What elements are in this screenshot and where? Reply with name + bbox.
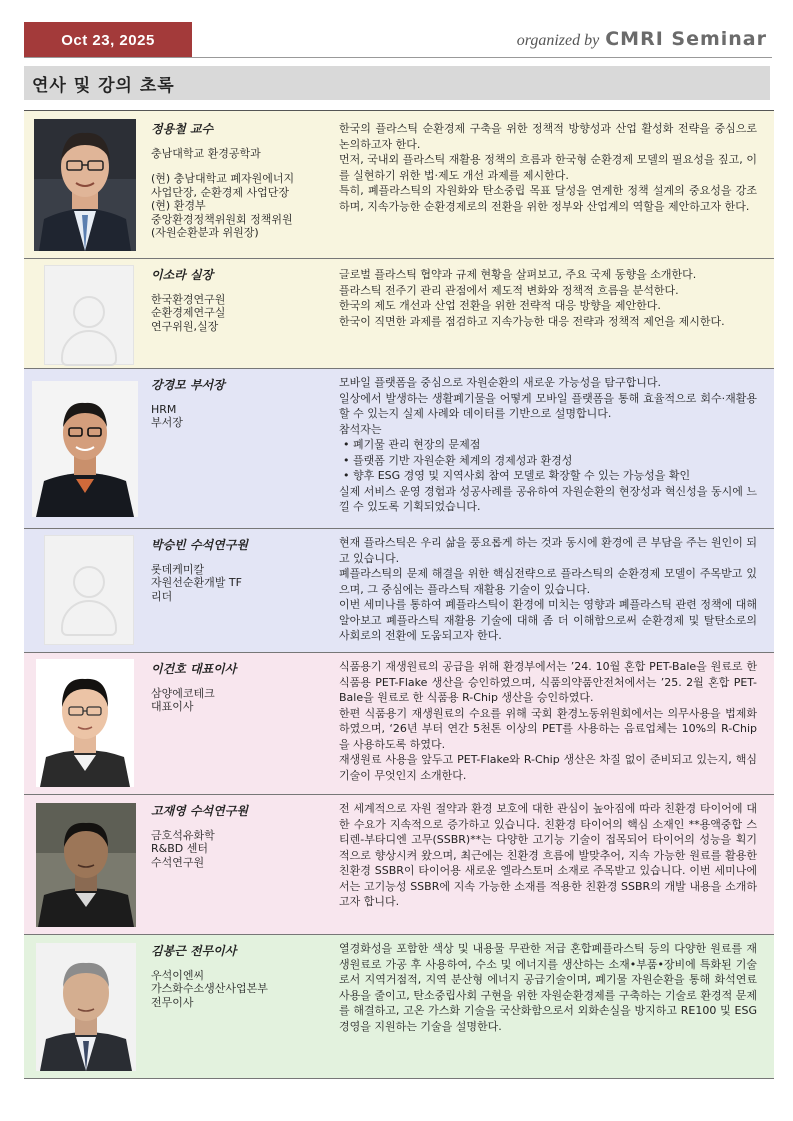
abstract-paragraph: 모바일 플랫폼을 중심으로 자원순환의 새로운 가능성을 탐구합니다. (339, 376, 662, 389)
abstract-paragraph: 열경화성을 포함한 색상 및 내용물 무관한 저급 혼합폐플라스틱 등의 다양한 원료를 재생원료로 가공 후 사용하여, 수소 및 에너지를 생산하는 소재•부품•장비에 특화된 기술로서 지역거점적, 지역 분산형 에너지 공급기술이며, 폐기물 자원순환을 통해 화석연료 사용을 줄이고, 탄소중립사회 구현을 위한 자원순환경제를 구축하는 기술로 환경적 문제를 해결하고, 고온 가스화 기술을 국산화함으로서 외화손실을 방지하고 RE100 및 ESG 경영을 지원하는 기술을 설명한다. (339, 942, 757, 1033)
speaker-abstract (339, 659, 757, 783)
speaker-info (151, 663, 236, 714)
abstract-bullet: • 플랫폼 기반 자원순환 체계의 경제성과 환경성 (343, 453, 573, 467)
abstract-paragraph: 폐플라스틱의 문제 해결을 위한 핵심전략으로 플라스틱의 순환경제 모델이 주목받고 있으며, 그 중심에는 플라스틱 재활용 기술이 있습니다. (339, 567, 757, 596)
abstract-bullet: • 향후 ESG 경영 및 지역사회 참여 모델로 확장할 수 있는 가능성을 확인 (343, 469, 691, 482)
speaker-role: (자원순환분과 위원장) (151, 226, 259, 239)
abstract-paragraph: 현재 플라스틱은 우리 삶을 풍요롭게 하는 것과 동시에 환경에 큰 부담을 주는 원인이 되고 있습니다. (339, 536, 757, 565)
abstract-paragraph: 실제 서비스 운영 경험과 성공사례를 공유하여 자원순환의 현장성과 혁신성을 동시에 느낄 수 있도록 기획되었습니다. (339, 484, 757, 513)
placeholder-avatar-icon (44, 535, 134, 645)
speaker-affiliation: 금호석유화학 (151, 828, 215, 842)
abstract-paragraph: 글로벌 플라스틱 협약과 규제 현황을 살펴보고, 주요 국제 동향을 소개한다. (339, 268, 697, 281)
speaker-abstract (339, 267, 757, 329)
speaker-abstract (339, 801, 757, 910)
speaker-list (24, 110, 774, 1079)
speaker-name: 강경모 부서장 (151, 378, 225, 392)
header-divider (24, 57, 772, 58)
speaker-role: (현) 충남대학교 폐자원에너지 (151, 172, 295, 185)
speaker-name: 박승빈 수석연구원 (151, 538, 248, 552)
speaker-name: 이소라 실장 (151, 268, 214, 282)
speaker-entry (24, 259, 774, 369)
speaker-abstract (339, 375, 757, 515)
speaker-info (151, 123, 294, 240)
organized-by-label: organized by (516, 32, 600, 49)
speaker-affiliation: 자원선순환개발 TF (151, 576, 242, 589)
speaker-entry (24, 935, 774, 1079)
abstract-paragraph: 식품용기 재생원료의 공급을 위해 환경부에서는 ’24. 10월 혼합 PET-Bale을 원료로 한 식품용 PET-Flake 생산을 승인하였으며, 식품의약품안전처에서는 ’25. 2월 혼합 PET-Bale을 원료로 한 식품용 R-Chip 생산을 승인하였다. (339, 660, 757, 704)
placeholder-avatar-icon (44, 265, 134, 365)
speaker-photo (36, 803, 136, 927)
speaker-entry (24, 529, 774, 653)
abstract-paragraph: 먼저, 국내외 플라스틱 재활용 정책의 흐름과 한국형 순환경제 모델의 필요성을 짚고, 이를 실현하기 위한 법·제도 개선 과제를 제시한다. (339, 153, 757, 182)
speaker-name: 고재영 수석연구원 (151, 804, 248, 818)
speaker-role: (현) 환경부 (151, 199, 206, 212)
date-tab (24, 22, 192, 58)
speaker-info (151, 945, 268, 1009)
speaker-photo (36, 943, 136, 1071)
speaker-entry (24, 795, 774, 935)
abstract-paragraph: 한국의 플라스틱 순환경제 구축을 위한 정책적 방향성과 산업 활성화 전략을 중심으로 논의하고자 한다. (339, 122, 757, 151)
speaker-affiliation: 우석이엔씨 (151, 968, 205, 982)
speaker-info (151, 539, 248, 603)
speaker-affiliation: 리더 (151, 589, 173, 603)
speaker-role: 사업단장, 순환경제 사업단장 (151, 185, 290, 199)
speaker-name: 이건호 대표이사 (151, 662, 237, 676)
abstract-paragraph: 전 세계적으로 자원 절약과 환경 보호에 대한 관심이 높아짐에 따라 친환경 타이어에 대한 수요가 지속적으로 증가하고 있습니다. 친환경 타이어의 핵심 소재인 **용액중합 스티렌-부타디엔 고무(SSBR)**는 다양한 고기능 기술이 접목되어 타이어의 성능을 획기적으로 향상시켜 왔으며, 최근에는 친환경 흐름에 발맞추어, 지속 가능한 원료를 활용한 친환경 SSBR이 타이어용 새로운 엘라스토머 소재로 주목받고 있습니다. 이번 세미나에서는 고기능성 SSBR에 지속 가능한 소재를 적용한 친환경 SSBR의 개발 내용을 소개하고자 합니다. (339, 802, 757, 908)
abstract-bullet: • 폐기물 관리 현장의 문제점 (343, 438, 481, 451)
speaker-abstract (339, 121, 757, 214)
speaker-affiliation: 삼양에코테크 (151, 686, 215, 700)
abstract-paragraph: 특히, 폐플라스틱의 자원화와 탄소중립 목표 달성을 연계한 정책 설계의 중요성을 강조하며, 지속가능한 순환경제로의 전환을 위한 정부와 산업계의 역할을 제안하고자 한다. (339, 184, 757, 213)
speaker-affiliation: 한국환경연구원 (151, 292, 226, 306)
speaker-affiliation: 연구위원,실장 (151, 319, 219, 333)
speaker-info (151, 379, 225, 430)
section-title-text: 연사 및 강의 초록 (32, 75, 175, 96)
abstract-paragraph: 한편 식품용기 재생원료의 수요를 위해 국회 환경노동위원회에서는 의무사용을 법제화하였으며, ‘26년 부터 연간 5천톤 이상의 PET를 사용하는 음료업체는 10%의 R-Chip을 사용하도록 하였다. (339, 706, 757, 751)
speaker-info (151, 269, 225, 333)
speaker-affiliation: 수석연구원 (151, 855, 205, 869)
abstract-paragraph: 일상에서 발생하는 생활폐기물을 어떻게 모바일 플랫폼을 통해 효율적으로 회수·재활용할 수 있는지 실제 사례와 데이터를 기반으로 설명합니다. (339, 391, 757, 420)
organizer (517, 28, 767, 50)
speaker-role: 중앙환경정책위원회 정책위원 (151, 212, 293, 226)
speaker-affiliation: 대표이사 (151, 700, 194, 713)
speaker-entry (24, 369, 774, 529)
speaker-affiliation: R&BD 센터 (151, 842, 208, 855)
speaker-name: 김봉근 전무이사 (151, 944, 237, 958)
speaker-affiliation: 롯데케미칼 (151, 562, 205, 576)
section-title (24, 66, 770, 100)
abstract-paragraph: 참석자는 (339, 422, 382, 436)
speaker-name: 정용철 교수 (151, 122, 214, 136)
abstract-paragraph: 한국의 제도 개선과 산업 전환을 위한 전략적 대응 방향을 제안한다. (339, 299, 661, 312)
speaker-abstract (339, 535, 757, 644)
speaker-affiliation: 충남대학교 환경공학과 (151, 146, 261, 160)
speaker-photo (36, 659, 134, 787)
speaker-photo (32, 381, 138, 517)
speaker-info (151, 805, 248, 869)
speaker-affiliation: 가스화수소생산사업본부 (151, 982, 268, 995)
abstract-paragraph: 재생원료 사용을 앞두고 PET-Flake와 R-Chip 생산은 차질 없이 준비되고 있는지, 핵심 기술이 무엇인지 소개한다. (339, 753, 757, 782)
speaker-entry (24, 111, 774, 259)
speaker-photo (34, 119, 136, 251)
speaker-entry (24, 653, 774, 795)
speaker-abstract (339, 941, 757, 1034)
abstract-paragraph: 한국이 직면한 과제를 점검하고 지속가능한 대응 전략과 정책적 제언을 제시한다. (339, 314, 725, 328)
speaker-affiliation: HRM (151, 402, 177, 416)
speaker-affiliation: 부서장 (151, 416, 183, 429)
speaker-affiliation: 전무이사 (151, 995, 194, 1009)
seminar-date: Oct 23, 2025 (61, 31, 155, 49)
brand-logo-text: CMRI Seminar (605, 28, 767, 50)
abstract-paragraph: 이번 세미나를 통하여 폐플라스틱이 환경에 미치는 영향과 폐플라스틱 관련 정책에 대해 알아보고 폐플라스틱 재활용 기술에 대해 좀 더 이해함으로써 순환경제 및 탈탄소로의 사회로의 전환에 도움되고자 한다. (339, 598, 757, 642)
abstract-paragraph: 플라스틱 전주기 관리 관점에서 제도적 변화와 정책적 흐름을 분석한다. (339, 283, 679, 297)
speaker-affiliation: 순환경제연구실 (151, 306, 226, 319)
